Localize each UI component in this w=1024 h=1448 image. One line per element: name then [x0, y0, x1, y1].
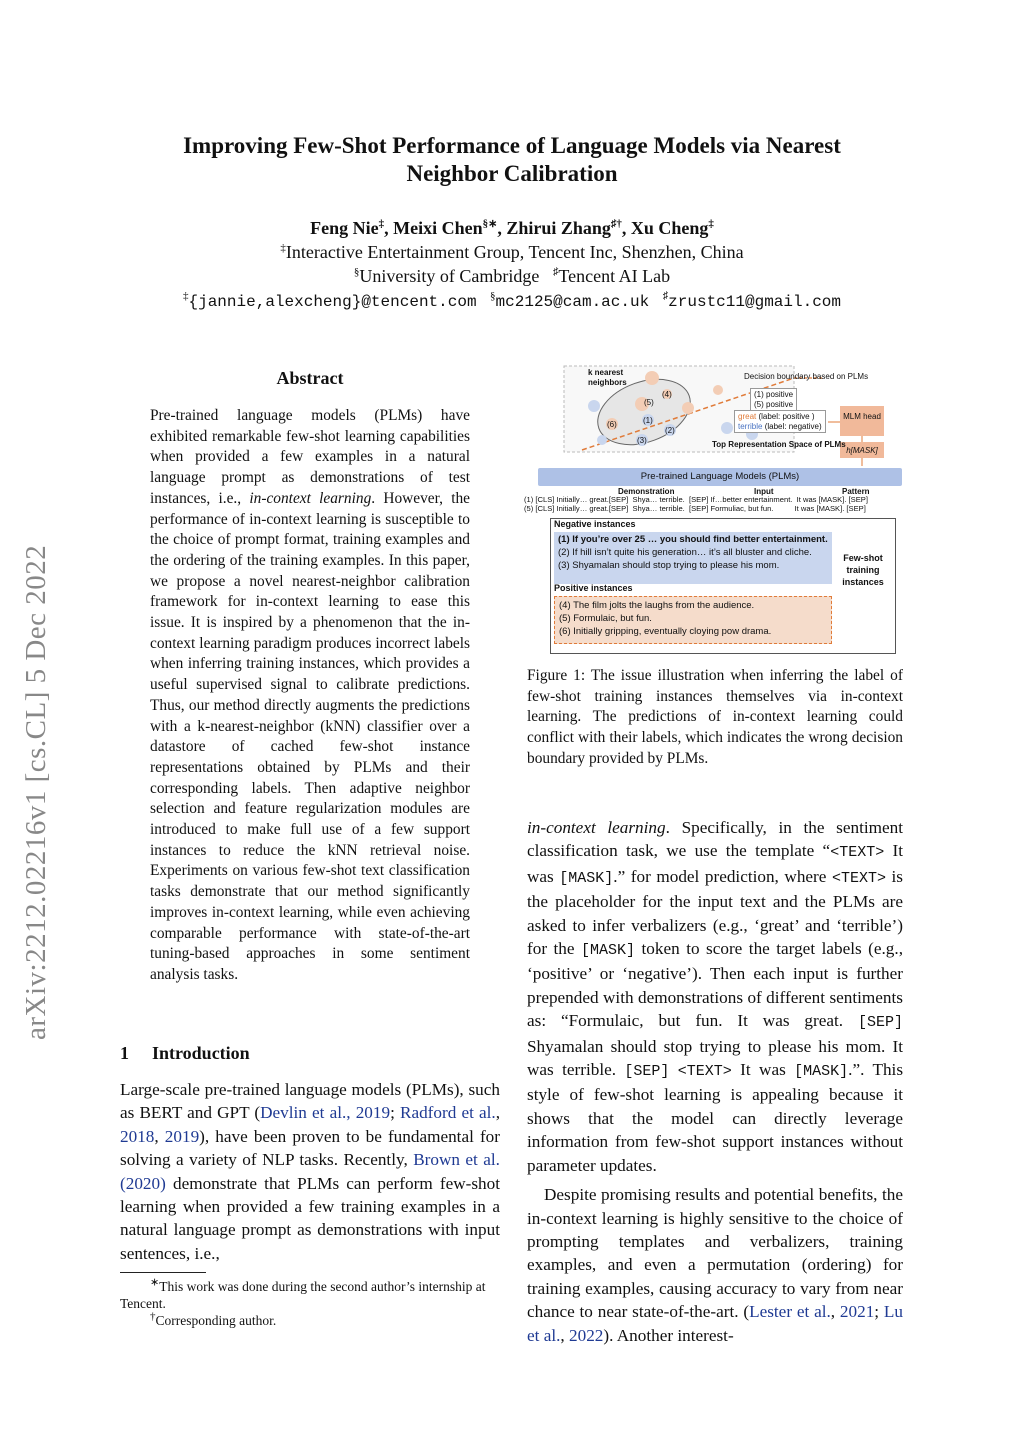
positive-title: Positive instances: [554, 583, 633, 593]
mlm-head-label: MLM head: [843, 412, 881, 421]
author-3: Zhirui Zhang: [506, 218, 611, 238]
email-3[interactable]: zrustc11@gmail.com: [668, 293, 841, 311]
figure-caption: Figure 1: The issue illustration when inferring the label of few-shot training instances themselves via in-context learning. The predictions of in-context learning could conflict with their labels, which indicates the wrong decision boundary provided by PLMs.: [527, 667, 903, 767]
citation-lester[interactable]: Lester et al.: [749, 1302, 831, 1322]
negative-instance-3: (3) Shyamalan should stop trying to please his mom.: [558, 560, 780, 571]
email-2[interactable]: mc2125@cam.ac.uk: [495, 293, 650, 311]
author-2-mark: §∗: [482, 218, 498, 230]
footnote-2: †Corresponding author.: [150, 1310, 277, 1328]
positive-instance-5: (5) Formulaic, but fun.: [559, 613, 652, 624]
abstract-heading: Abstract: [276, 368, 344, 388]
email-1[interactable]: {jannie,alexcheng}@tencent.com: [188, 293, 477, 311]
fewshot-label: Few-shot training instances: [842, 553, 884, 587]
positive-instance-6: (6) Initially gripping, eventually cloying pow drama.: [559, 626, 772, 637]
paragraph-right-1: in-context learning. Specifically, in the sentiment classification task, we use the template “<TEXT> It was [MASK].” for model prediction, where <TEXT> is the placeholder for the input text and the PLMs are asked to infer verbalizers (e.g., ‘great’ and ‘terrible’) for the [MASK] token to score the target labels (e.g., ‘positive’ or ‘negative’). Then each input is further prepended with demonstrations of different sentiments as: “Formulaic, but fun. It was great. [SEP] Shyamalan should stop trying to please his mom. It was terrible. [SEP] <TEXT> It was [MASK].”. This style of few-shot learning is appealing because it shows that the model can directly leverage information from few-shot support instances without parameter updates.: [527, 818, 904, 1175]
point-label-3: (3): [637, 436, 647, 445]
point-label-2: (2): [665, 426, 675, 435]
citation-2022[interactable]: 2022: [569, 1325, 604, 1345]
title-line-1: Improving Few-Shot Performance of Language Models via Nearest: [183, 133, 841, 158]
author-1-mark: ‡: [378, 218, 385, 230]
abstract-body: Pre-trained language models (PLMs) have exhibited remarkable few-shot learning capabilities when provided a few examples in a natural language prompt as demonstrations of test instances, i.e., in-context learning. However, the performance of in-context learning is susceptible to the choice of prompt format, training examples and the ordering of the training examples. In this paper, we propose a novel nearest-neighbor calibration framework for in-context learning to ease this issue. It is inspired by a phenomenon that the in-context learning paradigm produces incorrect labels when inferring training instances, which provides a useful supervised signal to calibrate predictions. Thus, our method directly augments the predictions with a k-nearest-neighbor (kNN) classifier over a datastore of cached few-shot instance representations obtained by PLMs and their corresponding labels. Then adaptive neighbor selection and feature regularization modules are introduced to make full use of a few support instances to reduce the kNN retrieval noise. Experiments on various few-shot text classification tasks demonstrate that our method significantly improves in-context learning, while even achieving comparable performance with state-of-the-art tuning-based approaches in some sentiment analysis tasks.: [150, 407, 470, 983]
citation-2018[interactable]: 2018: [120, 1126, 155, 1146]
positive-instances: [554, 596, 832, 644]
point-positive: [645, 371, 659, 385]
citation-lu[interactable]: Lu et al.: [527, 1302, 903, 1345]
citation-brown[interactable]: Brown et al. (2020): [120, 1150, 500, 1193]
author-2: Meixi Chen: [393, 218, 483, 238]
intro-paragraph-left: Large-scale pre-trained language models (PLMs), such as BERT and GPT (Devlin et al., 2019; Radford et al., 2018, 2019), have been proven to be fundamental for solving a variety of NLP tasks. Recently, Brown et al. (2020) demonstrate that PLMs can perform few-shot learning when provided a few training examples in a natural language prompt as demonstrations with input sentences, i.e.,: [120, 1080, 500, 1263]
col-input: Input: [754, 487, 774, 496]
affiliation-1: ‡Interactive Entertainment Group, Tencent Inc, Shenzhen, China: [280, 242, 744, 262]
verbalizer-box: great (label: positive ) terrible (label: negative): [734, 410, 826, 433]
footnotes: [120, 1278, 500, 1329]
author-block: [100, 216, 924, 314]
citation-radford[interactable]: Radford et al.: [400, 1103, 496, 1123]
prompt-row-1: (1) [CLS] Initially… great.[SEP] Shya… terrible. [SEP] If…better entertainment. It was [MASK]. [SEP]: [524, 495, 868, 504]
citation-2019[interactable]: 2019: [164, 1126, 200, 1146]
paper-title: [120, 132, 904, 188]
negative-instance-1: (1) If you’re over 25 … you should find better entertainment.: [558, 534, 828, 545]
author-3-mark: ♯†: [610, 218, 622, 230]
arxiv-stamp: arXiv:2212.02216v1 [cs.CL] 5 Dec 2022: [20, 544, 52, 1040]
prediction-box: (1) positive (5) positive: [750, 388, 797, 411]
negative-title: Negative instances: [554, 519, 636, 529]
author-4: Xu Cheng: [630, 218, 709, 238]
emails: ‡{jannie,alexcheng}@tencent.com §mc2125@cam.ac.uk ♯zrustc11@gmail.com: [183, 290, 841, 311]
point-label-4: (4): [662, 390, 672, 399]
point-positive: [682, 402, 694, 414]
plm-bar-label: Pre-trained Language Models (PLMs): [640, 471, 800, 482]
point-label-1: (1): [643, 416, 653, 425]
author-names: Feng Nie‡, Meixi Chen§∗, Zhirui Zhang♯†, Xu Cheng‡: [310, 218, 714, 238]
author-1: Feng Nie: [310, 218, 379, 238]
positive-instance-4: (4) The film jolts the laughs from the audience.: [559, 600, 755, 611]
point-negative: [721, 422, 733, 434]
point-positive: [713, 385, 723, 395]
point-label-6: (6): [607, 420, 617, 429]
affiliation-2-3: §University of Cambridge ♯Tencent AI Lab: [353, 266, 671, 286]
prompt-row-5: (5) [CLS] Initially… great.[SEP] Shya… terrible. [SEP] Formuliac, but fun. It was [MASK]. [SEP]: [524, 504, 866, 513]
citation-devlin[interactable]: Devlin et al., 2019: [260, 1103, 391, 1123]
negative-instances: [554, 532, 832, 584]
intro-paragraph-right: [527, 816, 903, 1347]
decision-boundary-label: Decision boundary based on PLMs: [744, 372, 869, 381]
paragraph-right-2: Despite promising results and potential benefits, the in-context learning is highly sensitive to the choice of prompting templates and verbalizers, training examples, and even a permutation (ordering) for training examples, causing accuracy to vary from near chance to near state-of-the-art. (Lester et al., 2021; Lu et al., 2022). Another interest-: [527, 1185, 903, 1345]
section-heading-introduction: 1 Introduction: [120, 1043, 250, 1063]
author-4-mark: ‡: [708, 218, 714, 230]
h-mask-label: h[MASK]: [846, 446, 878, 455]
footnote-1: ∗This work was done during the second author’s internship at Tencent.: [120, 1276, 486, 1311]
top-rep-label: Top Representation Space of PLMs: [712, 440, 846, 449]
figure-1: [522, 362, 906, 658]
negative-instance-2: (2) If hill isn’t quite his generation… it’s all bluster and cliche.: [558, 547, 812, 558]
footnote-rule: [120, 1272, 206, 1273]
citation-2021[interactable]: 2021: [839, 1302, 875, 1322]
point-negative: [588, 400, 600, 412]
point-label-5: (5): [644, 398, 654, 407]
col-pattern: Pattern: [842, 487, 870, 496]
title-line-2: Neighbor Calibration: [406, 161, 618, 186]
knn-label: k nearest neighbors: [588, 368, 627, 387]
col-demonstration: Demonstration: [618, 487, 675, 496]
point-negative: [597, 435, 607, 445]
